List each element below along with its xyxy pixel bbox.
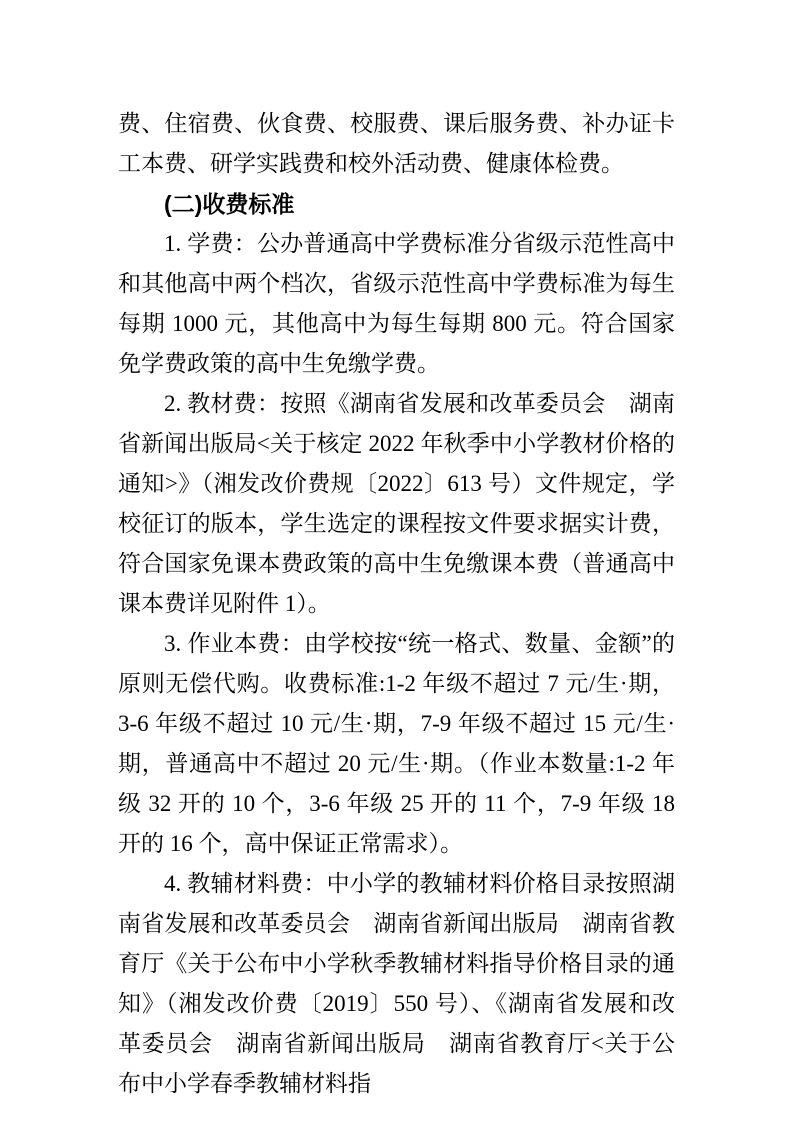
- paragraph-workbook-fee: 3. 作业本费：由学校按“统一格式、数量、金额”的原则无偿代购。收费标准:1-2 年级不超过 7 元/生·期，3-6 年级不超过 10 元/生·期，7-9 年级不超过 15 元/生·期，普通高中不超过 20 元/生·期。（作业本数量:1-2 年级 32 开的 10 个，3-6 年级 25 开的 11 个，7-9 年级 18 开的 16 个，高中保证正常需求）。: [118, 631, 675, 856]
- paragraph-tuition-fee: 1. 学费：公办普通高中学费标准分省级示范性高中和其他高中两个档次，省级示范性高中学费标准为每生每期 1000 元，其他高中为每生每期 800 元。符合国家免学费政策的高中生免缴学费。: [118, 231, 675, 376]
- section-heading-fee-standards: (二)收费标准: [164, 191, 295, 217]
- paragraph-fee-list-continuation: 费、住宿费、伙食费、校服费、课后服务费、补办证卡工本费、研学实践费和校外活动费、健康体检费。: [118, 111, 675, 176]
- paragraph-textbook-fee: 2. 教材费：按照《湖南省发展和改革委员会 湖南省新闻出版局<关于核定 2022 年秋季中小学教材价格的通知>》（湘发改价费规〔2022〕613 号）文件规定，学校征订的版本，学生选定的课程按文件要求据实计费，符合国家免课本费政策的高中生免缴课本费（普通高中课本费详见附件 1）。: [118, 391, 675, 616]
- paragraph-supplementary-materials-fee: 4. 教辅材料费：中小学的教辅材料价格目录按照湖南省发展和改革委员会 湖南省新闻出版局 湖南省教育厅《关于公布中小学秋季教辅材料指导价格目录的通知》（湘发改价费〔2019〕550 号）、《湖南省发展和改革委员会 湖南省新闻出版局 湖南省教育厅<关于公布中小学春季教辅材料指: [118, 871, 675, 1096]
- document-body: [118, 104, 675, 1104]
